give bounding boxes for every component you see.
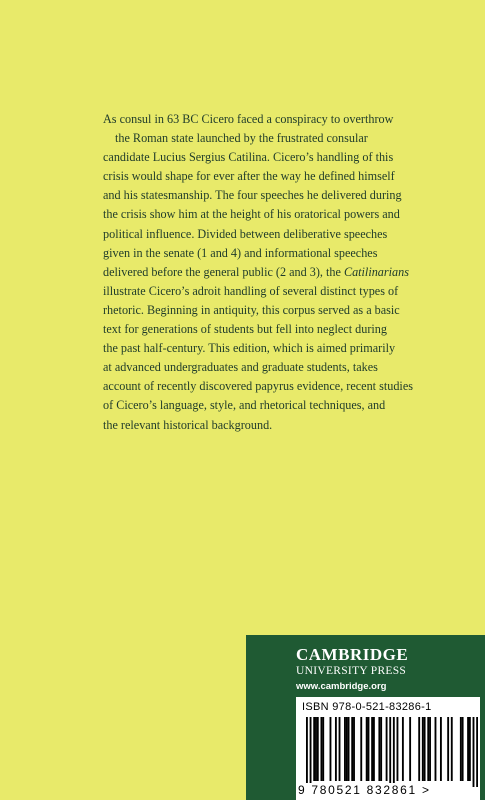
blurb-line: of Cicero’s language, style, and rhetorical techniques, and — [103, 398, 386, 413]
barcode-bar — [409, 717, 411, 781]
blurb-line-with-title — [103, 263, 423, 282]
blurb-line: account of recently discovered papyrus evidence, recent studies — [103, 379, 413, 394]
barcode-bar — [339, 717, 341, 781]
blurb-line: text for generations of students but fell into neglect during — [103, 322, 387, 337]
blurb-line: delivered before the general public (2 and 3), the — [103, 264, 341, 279]
blurb-line: the crisis show him at the height of his oratorical powers and — [103, 207, 400, 222]
blurb-line: and his statesmanship. The four speeches he delivered during — [103, 188, 402, 203]
barcode-bar — [429, 717, 431, 781]
barcode-box — [296, 697, 480, 800]
barcode-bar — [335, 717, 337, 781]
blurb-line: political influence. Divided between deliberative speeches — [103, 226, 388, 241]
publisher-subtitle: UNIVERSITY PRESS — [296, 665, 407, 677]
isbn-label: ISBN 978-0-521-83286-1 — [302, 701, 432, 713]
barcode-bar — [402, 717, 404, 781]
barcode-bar — [467, 717, 469, 781]
barcode — [306, 717, 478, 787]
back-cover-blurb — [103, 110, 423, 435]
barcode-bar — [344, 717, 346, 781]
barcode-bar — [330, 717, 332, 781]
blurb-line: illustrate Cicero’s adroit handling of several distinct types of — [103, 283, 399, 298]
barcode-bar — [353, 717, 355, 781]
barcode-bar — [320, 717, 322, 781]
barcode-bar — [469, 717, 471, 781]
barcode-bar — [378, 717, 380, 781]
barcode-bar — [317, 717, 319, 781]
blurb-line: rhetoric. Beginning in antiquity, this corpus served as a basic — [103, 302, 400, 317]
blurb-line: candidate Lucius Sergius Catilina. Cicero’s handling of this — [103, 150, 394, 165]
barcode-bar — [447, 717, 449, 781]
barcode-bar — [346, 717, 348, 781]
publisher-url: www.cambridge.org — [296, 681, 387, 692]
barcode-bar — [473, 717, 475, 787]
barcode-bar — [322, 717, 324, 781]
blurb-line: crisis would shape for ever after the way he defined himself — [103, 169, 395, 184]
publisher-panel — [246, 635, 485, 800]
barcode-bar — [389, 717, 391, 787]
barcode-bar — [351, 717, 353, 781]
barcode-bar — [418, 717, 420, 781]
barcode-bar — [393, 717, 395, 787]
barcode-bar — [386, 717, 388, 781]
barcode-bar — [476, 717, 478, 787]
barcode-digits: 9 780521 832861 > — [298, 783, 431, 797]
barcode-bar — [371, 717, 373, 781]
blurb-line: given in the senate (1 and 4) and informational speeches — [103, 245, 378, 260]
publisher-name: CAMBRIDGE — [296, 645, 409, 664]
barcode-bar — [427, 717, 429, 781]
barcode-bar — [313, 717, 315, 781]
blurb-line: As consul in 63 BC Cicero faced a conspiracy to overthrow — [103, 112, 394, 126]
blurb-line: the past half-century. This edition, which is aimed primarily — [103, 341, 396, 356]
barcode-bar — [424, 717, 426, 781]
barcode-bar — [366, 717, 368, 781]
barcode-bar — [460, 717, 462, 781]
book-title-italic: Catilinarians — [343, 264, 409, 279]
barcode-bar — [451, 717, 453, 781]
barcode-bar — [373, 717, 375, 781]
barcode-bar — [348, 717, 350, 781]
barcode-bar — [360, 717, 362, 781]
blurb-line: the relevant historical background. — [103, 417, 273, 432]
blurb-line: the Roman state launched by the frustrated consular — [115, 131, 368, 146]
barcode-bar — [397, 717, 399, 781]
barcode-bar — [368, 717, 370, 781]
barcode-bar — [306, 717, 308, 787]
barcode-bar — [380, 717, 382, 781]
barcode-bar — [422, 717, 424, 781]
barcode-bar — [315, 717, 317, 781]
blurb-line: at advanced undergraduates and graduate students, takes — [103, 360, 378, 375]
barcode-bar — [310, 717, 312, 787]
barcode-bar — [462, 717, 464, 781]
barcode-bar — [440, 717, 442, 781]
barcode-bar — [435, 717, 437, 781]
